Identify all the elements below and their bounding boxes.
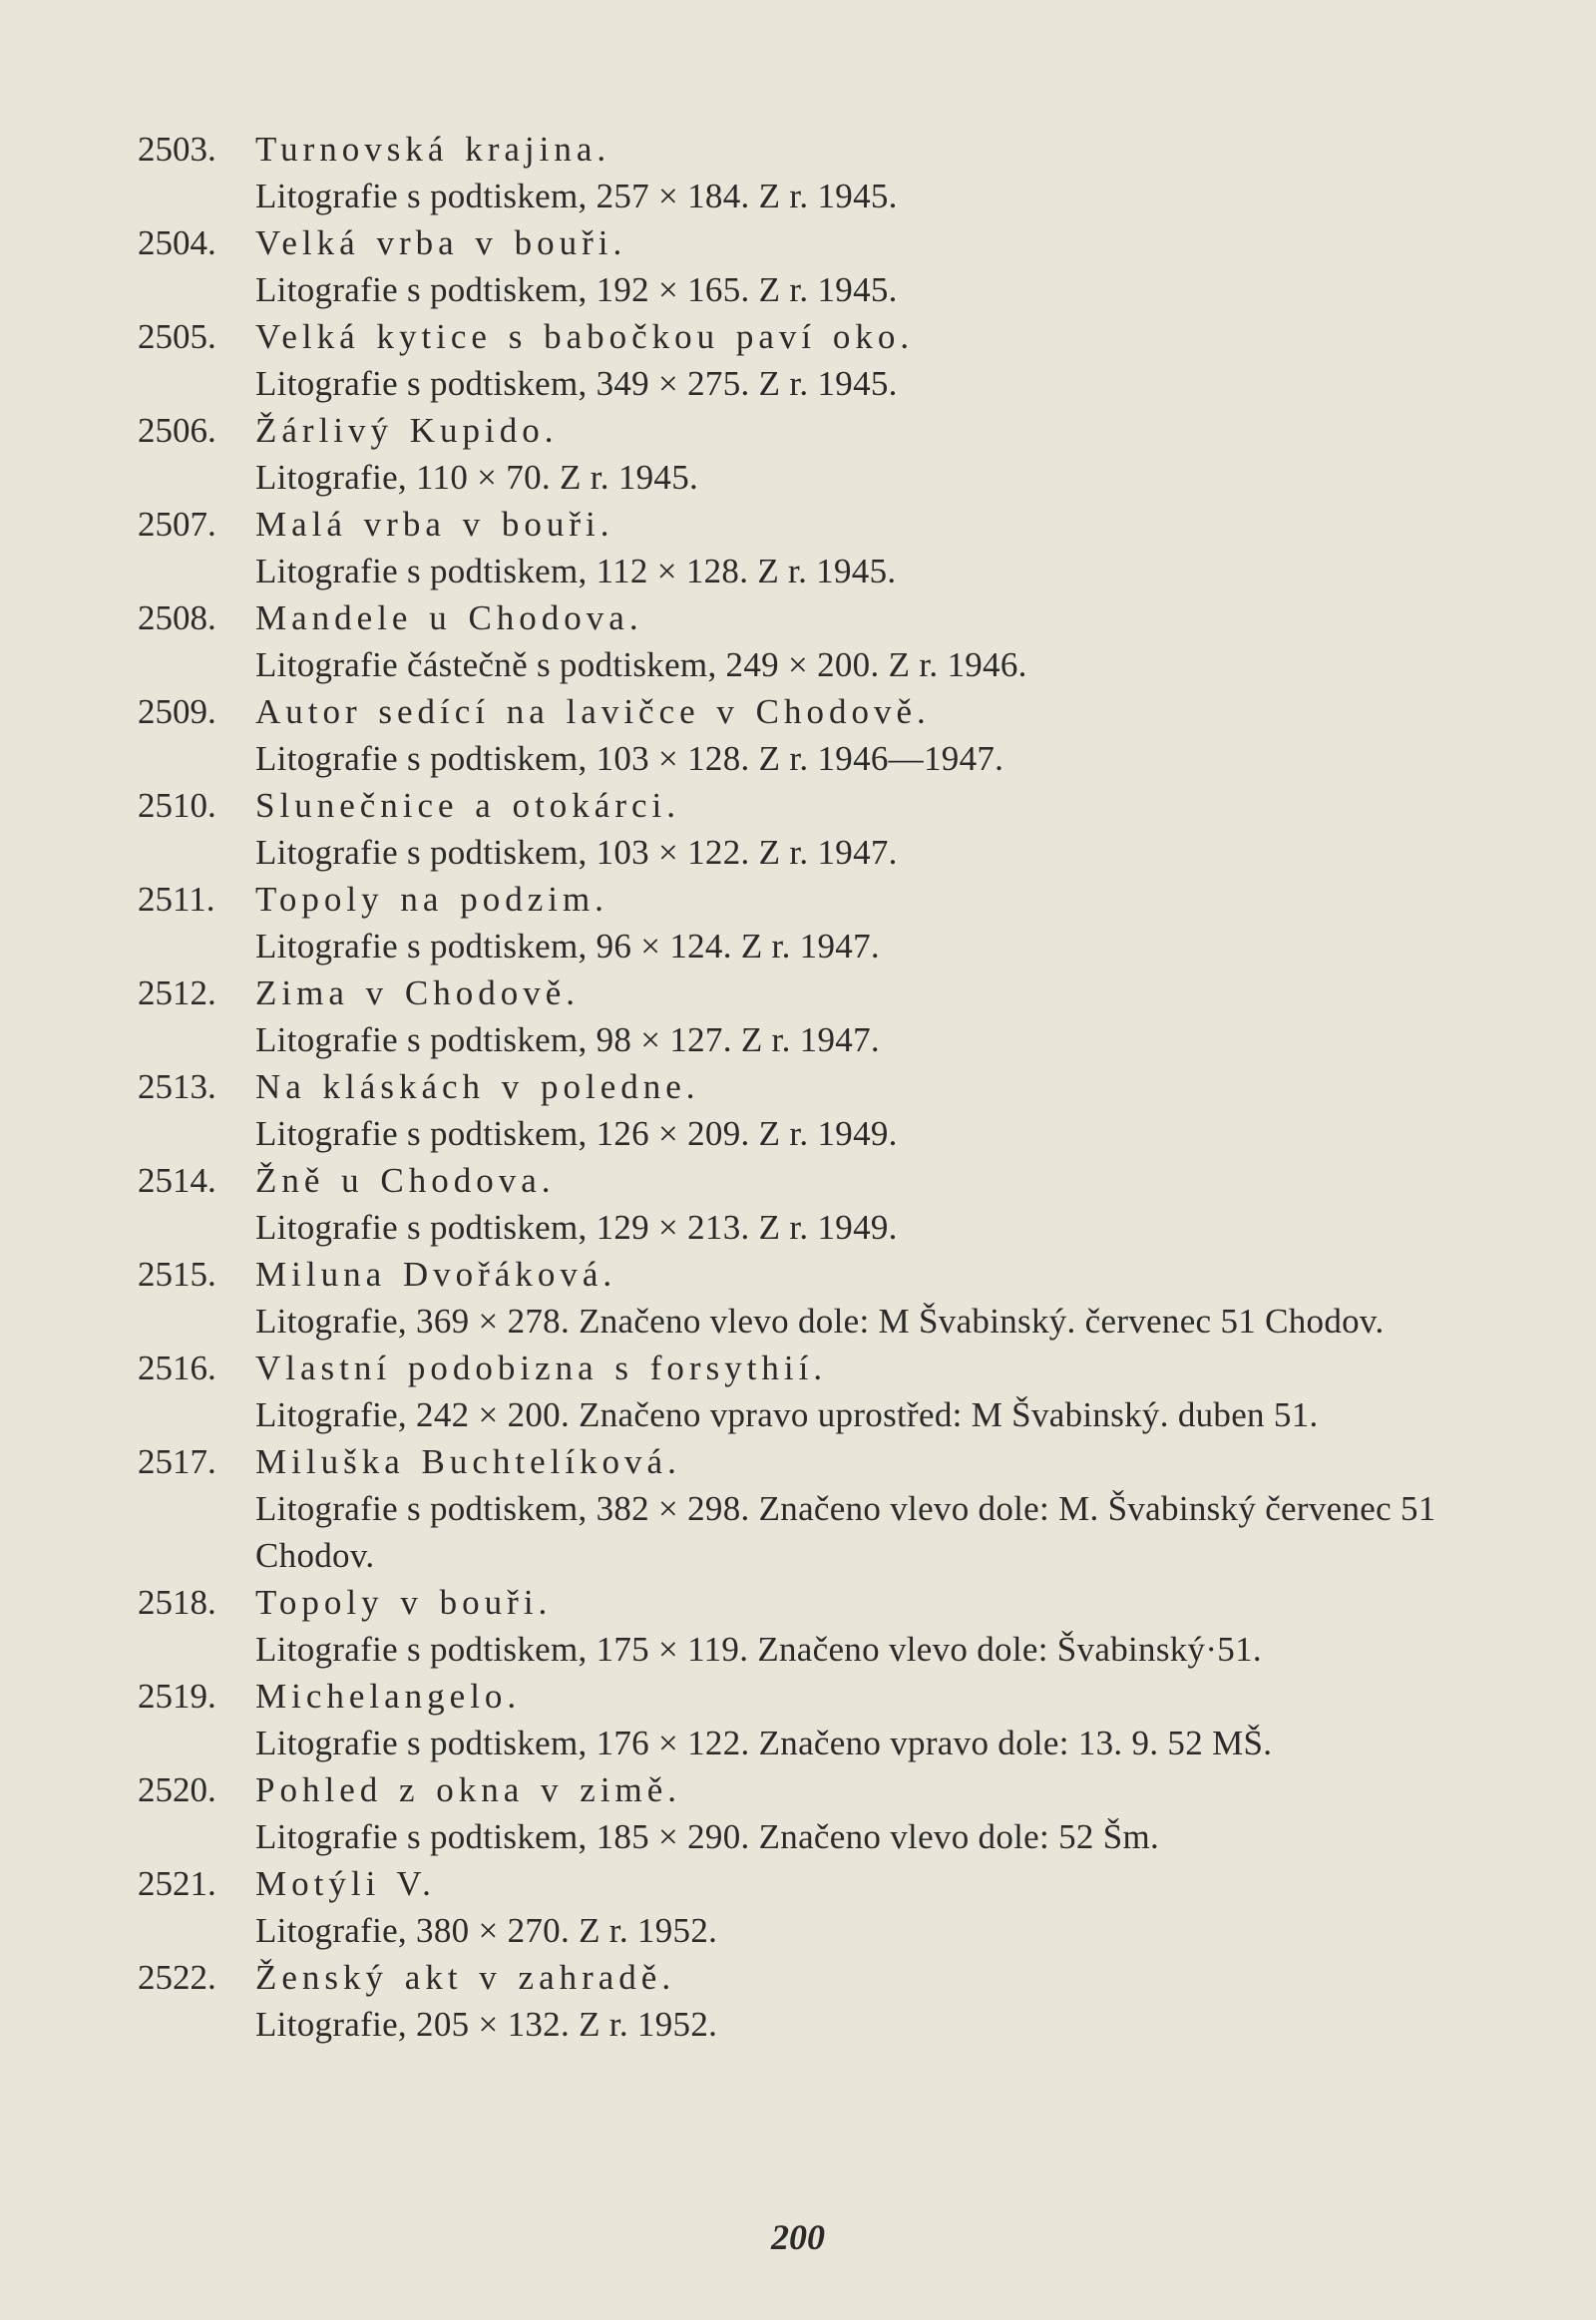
entry-title: Turnovská krajina. (255, 130, 611, 169)
entry-description: Litografie částečně s podtiskem, 249 × 200. Z r. 1946. (255, 645, 1027, 684)
entry-description: Litografie, 242 × 200. Značeno vpravo uprostřed: M Švabinský. duben 51. (255, 1395, 1319, 1434)
entry-title: Malá vrba v bouři. (255, 505, 614, 544)
catalog-entry (138, 1345, 1514, 1438)
entry-title: Slunečnice a otokárci. (255, 786, 681, 825)
entry-title: Pohled z okna v zimě. (255, 1770, 682, 1809)
catalog-entry (138, 876, 1514, 969)
entry-number: 2510. (138, 786, 216, 825)
catalog-entry (138, 501, 1514, 594)
entry-title: Topoly na podzim. (255, 880, 608, 919)
entry-title: Motýli V. (255, 1864, 436, 1903)
catalog-entry (138, 1673, 1514, 1766)
entry-description: Litografie s podtiskem, 112 × 128. Z r. 1945. (255, 552, 897, 590)
entry-title: Žárlivý Kupido. (255, 411, 559, 450)
entry-number: 2514. (138, 1161, 216, 1200)
catalog-entry (138, 1251, 1514, 1345)
entry-description: Litografie s podtiskem, 185 × 290. Značeno vlevo dole: 52 Šm. (255, 1817, 1160, 1856)
entry-number: 2511. (138, 880, 215, 919)
entry-number: 2504. (138, 223, 216, 262)
entry-number: 2505. (138, 317, 216, 356)
catalog-entry (138, 1954, 1514, 2048)
entry-description: Litografie, 369 × 278. Značeno vlevo dole: M Švabinský. červenec 51 Chodov. (255, 1302, 1385, 1341)
entry-number: 2512. (138, 973, 216, 1012)
entry-title: Na kláskách v poledne. (255, 1067, 700, 1106)
entry-title: Ženský akt v zahradě. (255, 1958, 676, 1997)
entry-description: Litografie s podtiskem, 175 × 119. Značeno vlevo dole: Švabinský·51. (255, 1630, 1262, 1669)
entry-description: Litografie, 380 × 270. Z r. 1952. (255, 1911, 718, 1950)
entry-title: Vlastní podobizna s forsythií. (255, 1349, 828, 1387)
page-number: 200 (771, 2217, 825, 2257)
catalog-entry (138, 126, 1514, 219)
entry-description: Litografie s podtiskem, 382 × 298. Značeno vlevo dole: M. Švabinský červenec 51 Chodov. (255, 1489, 1436, 1575)
catalog-page (138, 126, 1514, 2048)
catalog-entry (138, 688, 1514, 782)
entry-title: Autor sedící na lavičce v Chodově. (255, 692, 931, 731)
entry-number: 2506. (138, 411, 216, 450)
entry-description: Litografie, 205 × 132. Z r. 1952. (255, 2005, 718, 2044)
entry-description: Litografie s podtiskem, 103 × 122. Z r. 1947. (255, 833, 898, 872)
entry-title: Žně u Chodova. (255, 1161, 556, 1200)
entry-description: Litografie s podtiskem, 103 × 128. Z r. 1946—1947. (255, 739, 1004, 778)
entry-title: Velká kytice s babočkou paví oko. (255, 317, 915, 356)
catalog-entry (138, 1860, 1514, 1954)
entry-title: Zima v Chodově. (255, 973, 580, 1012)
entry-number: 2513. (138, 1067, 216, 1106)
entry-title: Topoly v bouři. (255, 1583, 553, 1622)
entry-title: Miluška Buchtelíková. (255, 1442, 681, 1481)
entry-number: 2503. (138, 130, 216, 169)
entry-number: 2515. (138, 1255, 216, 1294)
entry-description: Litografie s podtiskem, 176 × 122. Značeno vpravo dole: 13. 9. 52 MŠ. (255, 1724, 1273, 1762)
entry-title: Michelangelo. (255, 1677, 522, 1716)
entry-description: Litografie s podtiskem, 257 × 184. Z r. 1945. (255, 177, 898, 215)
catalog-entry (138, 1438, 1514, 1579)
entry-title: Mandele u Chodova. (255, 598, 643, 637)
entry-description: Litografie s podtiskem, 98 × 127. Z r. 1947. (255, 1020, 880, 1059)
catalog-entry (138, 782, 1514, 876)
catalog-entry (138, 313, 1514, 407)
entry-number: 2518. (138, 1583, 216, 1622)
catalog-entry (138, 594, 1514, 688)
entry-description: Litografie s podtiskem, 349 × 275. Z r. 1945. (255, 364, 898, 403)
entry-number: 2507. (138, 505, 216, 544)
entry-description: Litografie s podtiskem, 192 × 165. Z r. 1945. (255, 270, 898, 309)
catalog-entry (138, 1063, 1514, 1157)
entry-number: 2520. (138, 1770, 216, 1809)
catalog-entry (138, 219, 1514, 313)
entry-number: 2517. (138, 1442, 216, 1481)
catalog-entry (138, 1157, 1514, 1251)
entry-description: Litografie s podtiskem, 126 × 209. Z r. 1949. (255, 1114, 898, 1153)
entry-description: Litografie s podtiskem, 129 × 213. Z r. 1949. (255, 1208, 898, 1247)
catalog-entry (138, 407, 1514, 501)
catalog-entry (138, 1766, 1514, 1860)
entry-number: 2509. (138, 692, 216, 731)
entry-number: 2519. (138, 1677, 216, 1716)
entry-number: 2522. (138, 1958, 216, 1997)
catalog-entry (138, 1579, 1514, 1673)
catalog-entry (138, 969, 1514, 1063)
entry-number: 2521. (138, 1864, 216, 1903)
entry-title: Miluna Dvořáková. (255, 1255, 617, 1294)
entry-title: Velká vrba v bouři. (255, 223, 627, 262)
entry-number: 2508. (138, 598, 216, 637)
entry-number: 2516. (138, 1349, 216, 1387)
entry-description: Litografie s podtiskem, 96 × 124. Z r. 1947. (255, 927, 880, 966)
entry-description: Litografie, 110 × 70. Z r. 1945. (255, 458, 699, 497)
